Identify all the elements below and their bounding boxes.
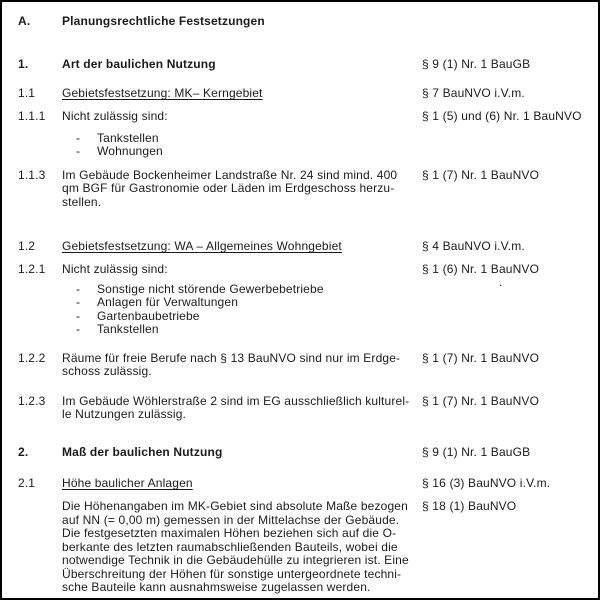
section-number: 1.2.3	[18, 394, 46, 408]
scan-artifact-dot: .	[499, 275, 503, 289]
section-heading: Höhe baulicher Anlagen	[62, 476, 193, 490]
section-text: Im Gebäude Wöhlerstraße 2 sind im EG ausschließlich kulturel- le Nutzungen zulässig.	[62, 394, 410, 422]
section-number: 1.	[18, 57, 29, 71]
list-item	[76, 283, 416, 296]
legal-reference: § 1 (7) Nr. 1 BauNVO	[422, 351, 540, 365]
legal-reference: § 9 (1) Nr. 1 BauGB	[422, 445, 531, 459]
list-item	[76, 145, 416, 158]
list-item-label: Gartenbaubetriebe	[97, 308, 200, 323]
list-item	[76, 296, 416, 309]
section-number: 1.2.2	[18, 351, 46, 365]
section-heading: Gebietsfestsetzung: MK– Kerngebiet	[62, 86, 263, 100]
list-item-label: Sonstige nicht störende Gewerbebetriebe	[97, 282, 324, 296]
legal-reference: § 9 (1) Nr. 1 BauGB	[422, 57, 531, 71]
section-number: 2.	[18, 445, 29, 459]
list-item-label: Anlagen für Verwaltungen	[97, 295, 239, 310]
legal-reference: § 1 (7) Nr. 1 BauNVO	[422, 394, 540, 408]
legal-reference: § 1 (5) und (6) Nr. 1 BauNVO	[422, 109, 582, 123]
bullet-dash: -	[76, 295, 81, 310]
section-number: 1.2.1	[18, 262, 46, 276]
legal-reference: § 7 BauNVO i.V.m.	[422, 86, 525, 100]
section-text: Nicht zulässig sind:	[62, 109, 168, 123]
list-item-label: Tankstellen	[97, 321, 159, 336]
section-number: 1.1.1	[18, 109, 46, 123]
legal-reference: § 1 (7) Nr. 1 BauNVO	[422, 168, 540, 182]
legal-reference: § 1 (6) Nr. 1 BauNVO	[422, 262, 540, 276]
section-number: 1.2	[18, 239, 36, 253]
section-heading: Gebietsfestsetzung: WA – Allgemeines Wohngebiet	[62, 239, 342, 253]
section-text: Nicht zulässig sind:	[62, 262, 168, 276]
section-heading: Art der baulichen Nutzung	[62, 57, 216, 71]
title-letter: A.	[18, 14, 31, 28]
list-item	[76, 310, 416, 323]
section-number: 1.1	[18, 86, 36, 100]
section-number: 1.1.3	[18, 168, 46, 182]
legal-reference: § 18 (1) BauNVO	[422, 499, 517, 513]
legal-reference: § 16 (3) BauNVO i.V.m.	[422, 476, 551, 490]
legal-reference: § 4 BauNVO i.V.m.	[422, 239, 525, 253]
section-text: Räume für freie Berufe nach § 13 BauNVO sind nur im Erdge- schoss zulässig.	[62, 351, 401, 379]
section-number: 2.1	[18, 476, 36, 490]
bullet-dash: -	[76, 144, 81, 159]
section-text: Im Gebäude Bockenheimer Landstraße Nr. 24 sind mind. 400 qm BGF für Gastronomie oder Läden im Erdgeschoss herzu- stellen.	[62, 168, 398, 209]
bullet-dash: -	[76, 282, 81, 296]
bullet-dash: -	[76, 308, 81, 323]
list-item	[76, 132, 416, 145]
document-title: Planungsrechtliche Festsetzungen	[62, 14, 265, 28]
bullet-dash: -	[76, 321, 81, 336]
section-heading: Maß der baulichen Nutzung	[62, 445, 223, 459]
bullet-dash: -	[76, 131, 81, 145]
list-item-label: Tankstellen	[97, 131, 159, 145]
list-item	[76, 323, 416, 336]
section-text: Die Höhenangaben im MK-Gebiet sind absolute Maße bezogen auf NN (= 0,00 m) gemessen in der Mittelachse der Gebäude. Die festgesetzten maximalen Höhen beziehen sich auf die O- berkante des letzten raumabschließenden Bauteils, wobei die notwendige Technik in die Gebäudehülle zu integrieren ist. Eine Überschreitung der Höhen für sonstige untergeordnete techni- sche Bauteile kann ausnahmsweise zugelassen werden.	[62, 499, 409, 594]
list-item-label: Wohnungen	[97, 144, 163, 159]
